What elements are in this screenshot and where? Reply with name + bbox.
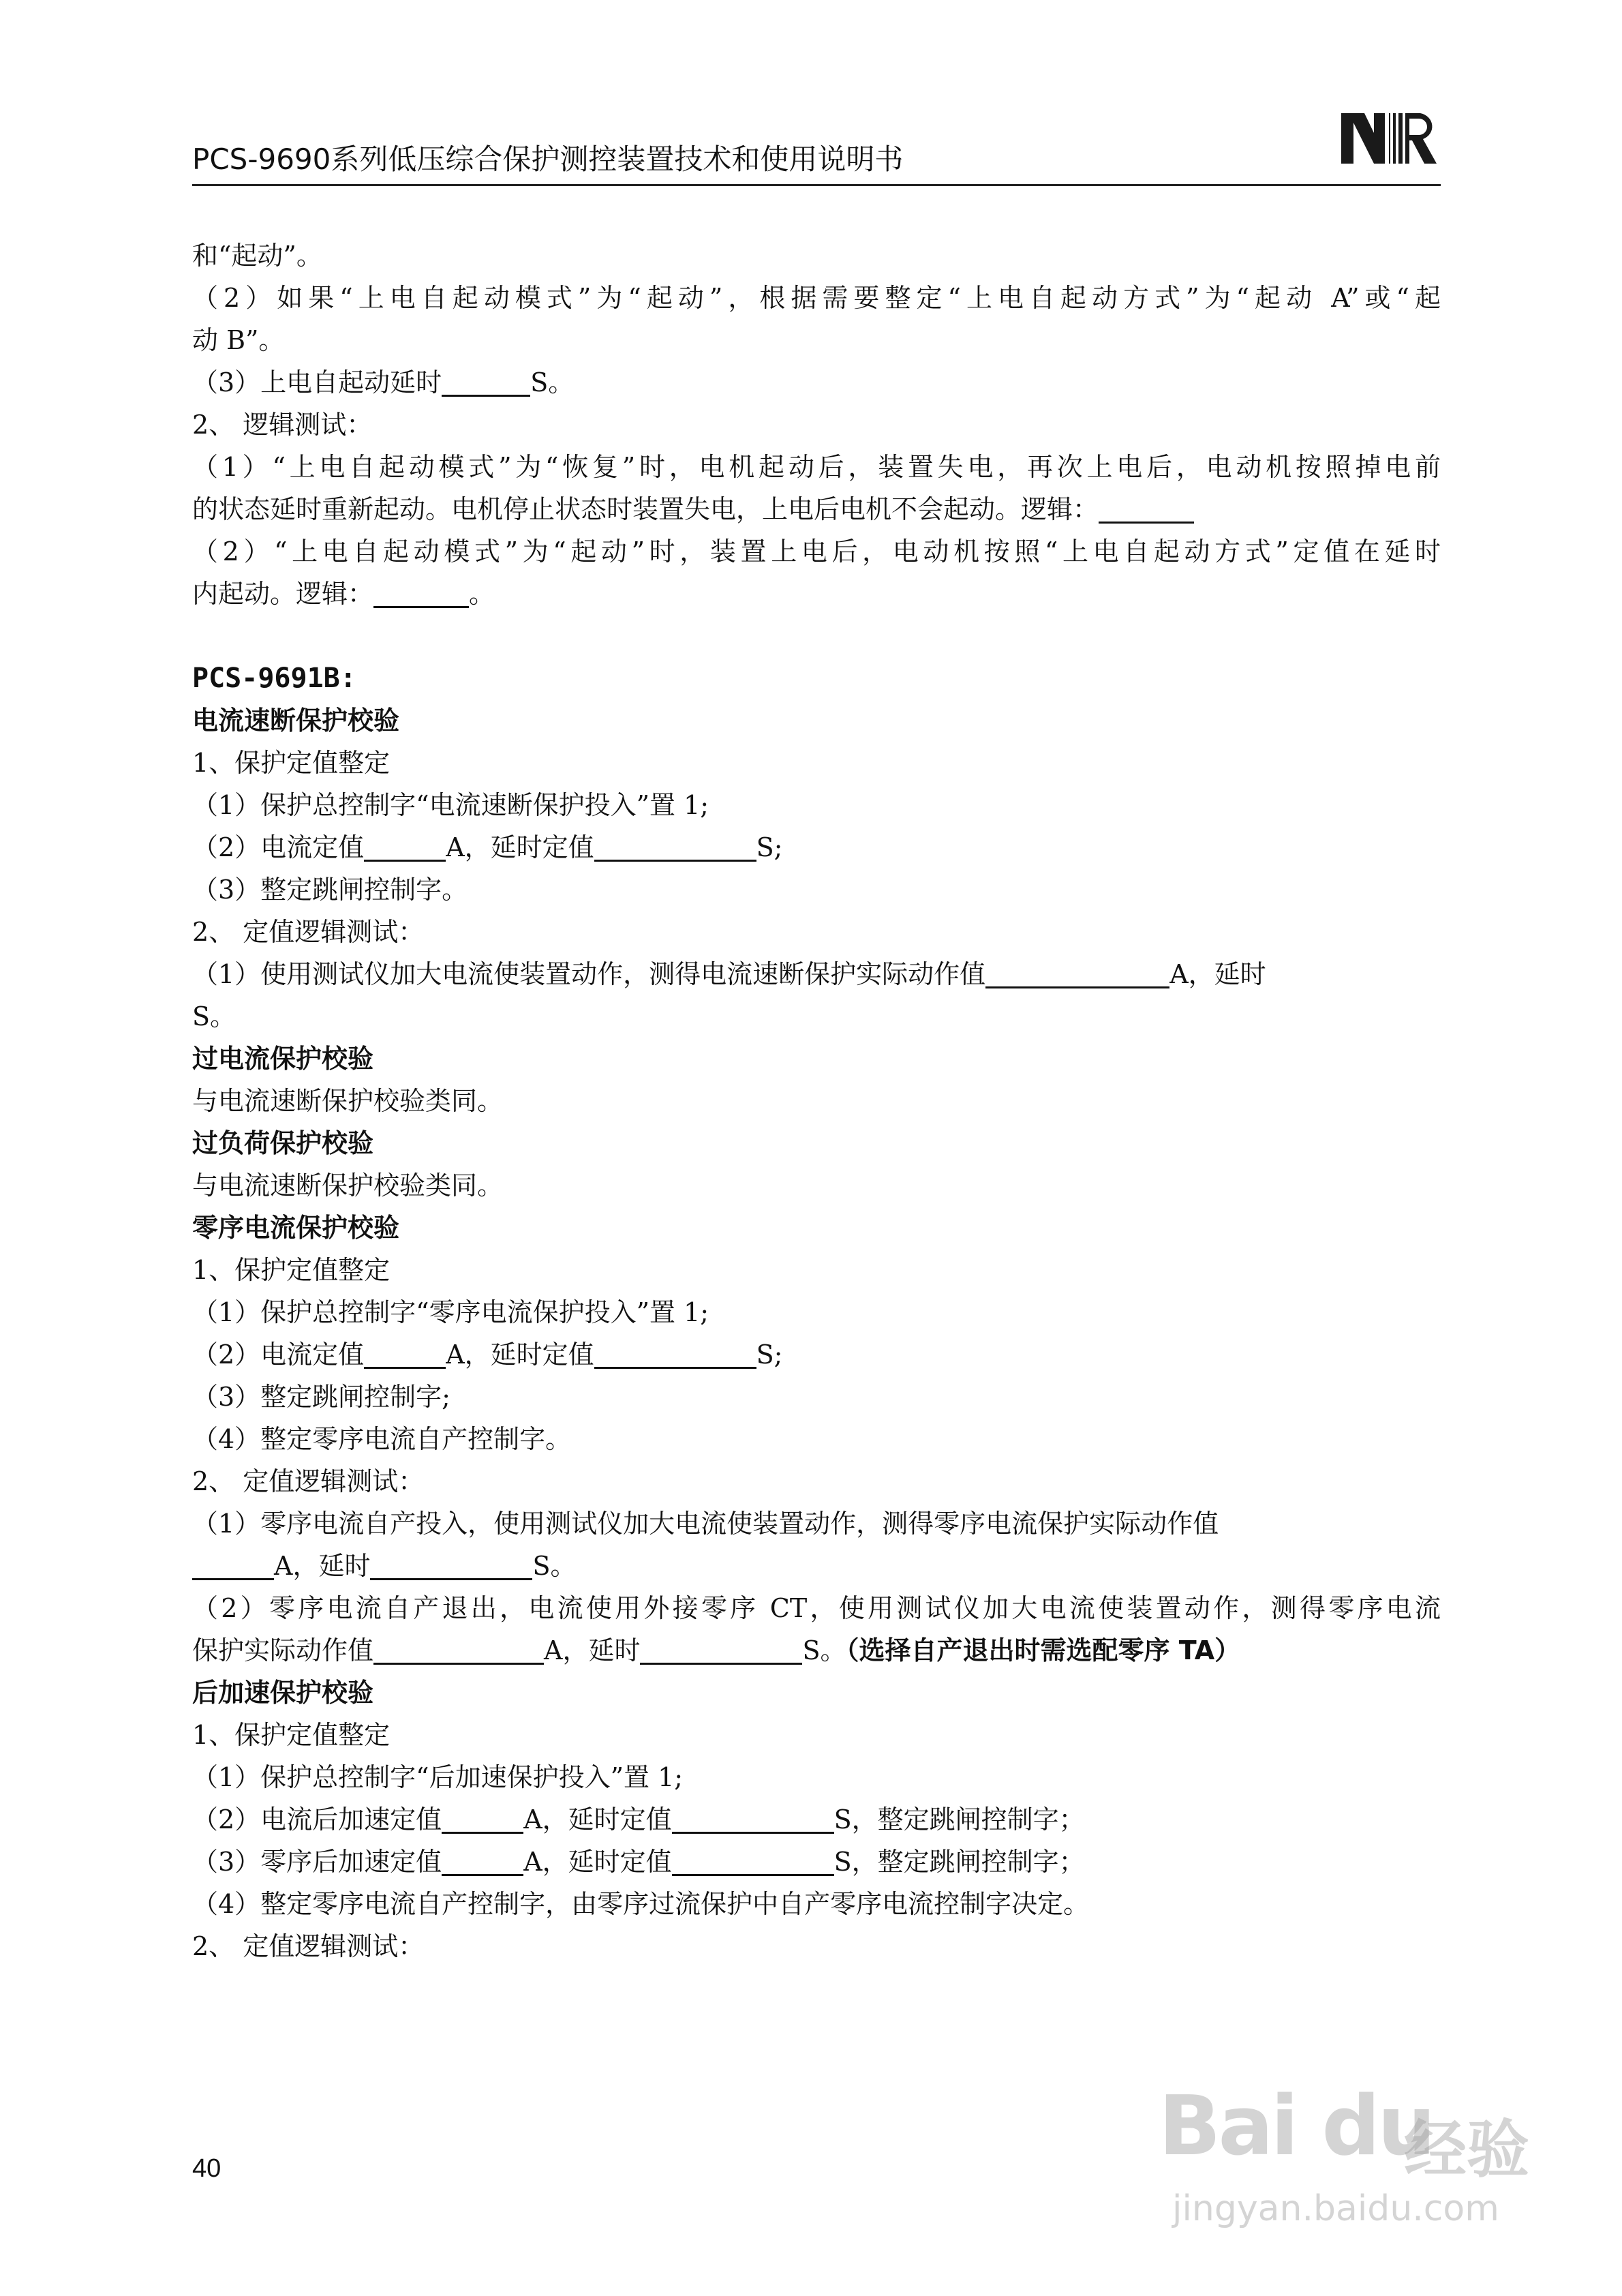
text-span: S，整定跳闸控制字； (833, 1804, 1085, 1834)
title-model: PCS-9690 (192, 142, 331, 176)
text-line: （1）零序电流自产投入，使用测试仪加大电流使装置动作，测得零序电流保护实际动作值 (192, 1509, 1219, 1539)
fill-blank (442, 1844, 523, 1876)
watermark-cn: 经验 (1404, 2113, 1530, 2186)
text-line: （3）整定跳闸控制字; (192, 1382, 450, 1412)
text-span: S; (756, 1340, 783, 1370)
text-line (192, 1545, 1441, 1587)
text-line (192, 1798, 1441, 1841)
fill-blank (373, 576, 469, 608)
text-line (192, 573, 1441, 615)
page-header (192, 109, 1441, 186)
text-line: （1）保护总控制字“电流速断保护投入”置 1; (192, 790, 709, 820)
section-heading: 过电流保护校验 (192, 1044, 374, 1074)
text-span: A，延时定值 (446, 832, 594, 862)
text-span: （3）零序后加速定值 (192, 1847, 442, 1877)
text-line: 2、 定值逻辑测试： (192, 1931, 425, 1961)
fill-blank (442, 1802, 523, 1834)
text-line: 2、 定值逻辑测试： (192, 917, 425, 947)
text-span: （1）使用测试仪加大电流使装置动作，测得电流速断保护实际动作值 (192, 959, 986, 989)
text-span: （2）电流定值 (192, 832, 365, 862)
text-line: 动 B”。 (192, 325, 285, 355)
text-line: （4）整定零序电流自产控制字，由零序过流保护中自产零序电流控制字决定。 (192, 1889, 1090, 1919)
text-span: 的状态延时重新起动。电机停止状态时装置失电，上电后电机不会起动。逻辑： (192, 494, 1099, 524)
page-body (192, 235, 1441, 1967)
text-line: （1）保护总控制字“后加速保护投入”置 1; (192, 1762, 684, 1792)
fill-blank (640, 1633, 802, 1665)
text-line: （2）零序电流自产退出，电流使用外接零序 CT，使用测试仪加大电流使装置动作，测得零序电流 (192, 1593, 1441, 1623)
spacer (192, 615, 1441, 657)
baidu-watermark (1159, 2079, 1540, 2243)
text-line: 和“起动”。 (192, 241, 322, 271)
text-line (192, 1333, 1441, 1376)
fill-blank (373, 1633, 544, 1665)
section-heading: 零序电流保护校验 (192, 1213, 400, 1243)
text-span: A，延时 (544, 1635, 641, 1665)
text-line (192, 1629, 1441, 1672)
text-span: A，延时 (1169, 959, 1266, 989)
text-line: （3）整定跳闸控制字。 (192, 875, 468, 905)
text-line: 2、 定值逻辑测试： (192, 1466, 425, 1496)
text-line: 1、保护定值整定 (192, 1720, 391, 1750)
text-line: （1）保护总控制字“零序电流保护投入”置 1; (192, 1297, 709, 1327)
text-span: （3）上电自起动延时 (192, 367, 442, 397)
text-span: A，延时定值 (523, 1847, 672, 1877)
text-line: （2）“上电自起动模式”为“起动”时，装置上电后，电动机按照“上电自起动方式”定值在延时 (192, 537, 1441, 567)
text-span: （2）电流后加速定值 (192, 1804, 442, 1834)
text-line (192, 1841, 1441, 1883)
watermark-url: jingyan.baidu.com (1172, 2188, 1499, 2229)
text-line: （4）整定零序电流自产控制字。 (192, 1424, 572, 1454)
text-span: S，整定跳闸控制字； (833, 1847, 1085, 1877)
fill-blank (192, 1548, 274, 1580)
text-span: A，延时 (274, 1551, 371, 1581)
text-line: 2、 逻辑测试： (192, 410, 373, 440)
text-span: S。 (532, 1551, 577, 1581)
text-line (192, 361, 1441, 404)
section-heading: 后加速保护校验 (192, 1678, 374, 1708)
text-line: （1）“上电自起动模式”为“恢复”时，电机起动后，装置失电，再次上电后，电动机按照掉电前 (192, 452, 1441, 482)
text-span: 。 (469, 579, 495, 609)
page-number: 40 (192, 2154, 221, 2183)
model-heading: PCS-9691B: (192, 663, 356, 694)
fill-blank (985, 956, 1169, 988)
text-span: 内起动。逻辑： (192, 579, 374, 609)
watermark-brand: Bai du (1159, 2079, 1433, 2174)
fill-blank (364, 1337, 446, 1369)
text-span: A，延时定值 (446, 1340, 594, 1370)
fill-blank (594, 830, 756, 862)
text-span: S。 (802, 1635, 846, 1665)
text-line: 与电流速断保护校验类同。 (192, 1086, 504, 1116)
text-line: （2）如果“上电自起动模式”为“起动”，根据需要整定“上电自起动方式”为“起动 A”或“起 (192, 283, 1441, 313)
text-line: 1、保护定值整定 (192, 1255, 391, 1285)
text-span: （2）电流定值 (192, 1340, 365, 1370)
section-heading: 电流速断保护校验 (192, 706, 400, 736)
text-line (192, 953, 1441, 995)
title-rest: 系列低压综合保护测控装置技术和使用说明书 (331, 142, 904, 176)
fill-blank (594, 1337, 756, 1369)
fill-blank (364, 830, 446, 862)
text-line: S。 (192, 1001, 236, 1031)
text-span: S。 (530, 367, 575, 397)
text-line: 与电流速断保护校验类同。 (192, 1170, 504, 1200)
text-line: 1、保护定值整定 (192, 748, 391, 778)
text-line (192, 488, 1441, 530)
document-title (192, 140, 903, 179)
fill-blank (672, 1844, 834, 1876)
text-span: S; (756, 832, 783, 862)
note-text: （选择自产退出时需选配零序 TA） (846, 1635, 1241, 1665)
fill-blank (672, 1802, 834, 1834)
section-heading: 过负荷保护校验 (192, 1128, 374, 1158)
fill-blank (1099, 492, 1194, 524)
text-line (192, 826, 1441, 868)
fill-blank (442, 365, 530, 397)
fill-blank (370, 1548, 532, 1580)
nr-logo-icon (1338, 109, 1438, 168)
text-span: A，延时定值 (523, 1804, 672, 1834)
text-span: 保护实际动作值 (192, 1635, 374, 1665)
